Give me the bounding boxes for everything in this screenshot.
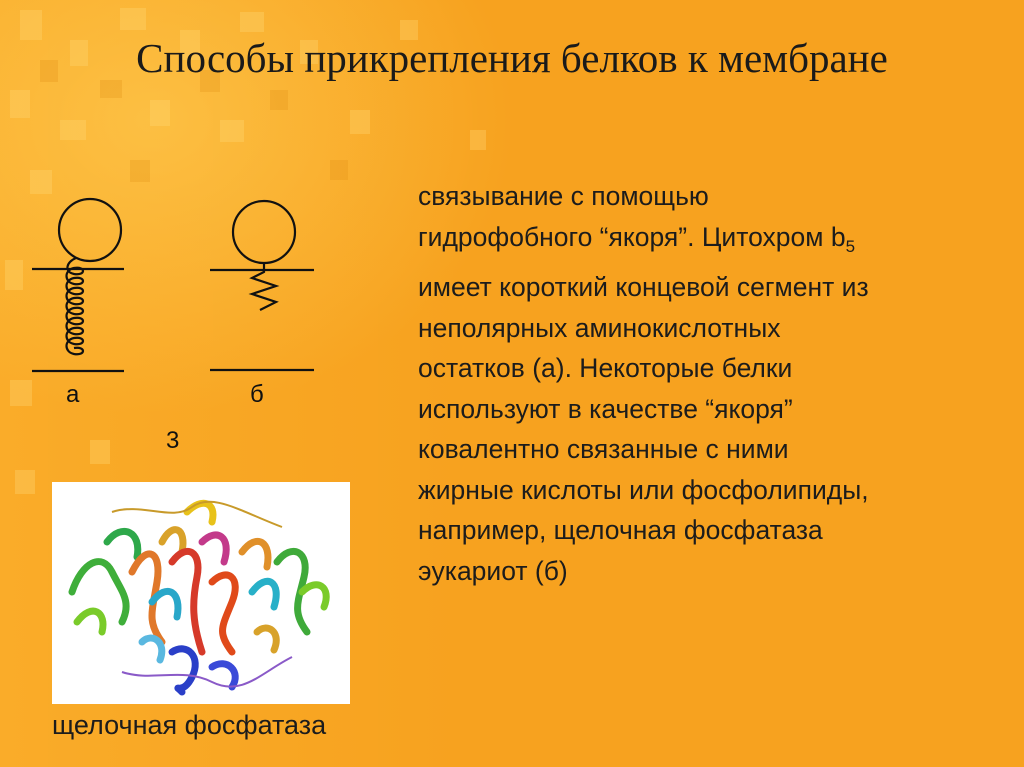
body-line-1: связывание с помощью	[418, 181, 709, 211]
ribbon-model	[52, 482, 350, 704]
body-line-6: используют в качестве “якоря”	[418, 393, 793, 424]
body-line-2	[418, 217, 998, 268]
diagram-label-b: б	[250, 381, 264, 408]
protein-globule-a	[59, 199, 121, 261]
protein-structure-image	[52, 482, 350, 704]
diagram-figure-number: 3	[166, 427, 180, 454]
body-text	[418, 176, 998, 591]
subscript: 5	[845, 236, 856, 256]
membrane-anchor-diagram	[20, 190, 340, 460]
body-line-5: остатков (а). Некоторые белки	[418, 353, 793, 383]
body-line-9: например, щелочная фосфатаза	[418, 515, 823, 545]
body-line-3: имеет короткий концевой сегмент из	[418, 272, 869, 302]
body-line-4: неполярных аминокислотных	[418, 312, 781, 343]
diagram-label-a: а	[66, 381, 80, 408]
image-caption: щелочная фосфатаза	[52, 710, 327, 740]
body-line-8: жирные кислоты или фосфолипиды,	[418, 474, 869, 505]
body-line-2-text: гидрофобного “якоря”. Цитохром b	[418, 221, 846, 252]
helix-anchor-a	[67, 258, 84, 354]
body-line-10: эукариот (б)	[418, 555, 568, 586]
body-line-7: ковалентно связанные с ними	[418, 434, 789, 464]
protein-globule-b	[233, 201, 295, 263]
slide-title: Способы прикрепления белков к мембране	[136, 35, 888, 81]
